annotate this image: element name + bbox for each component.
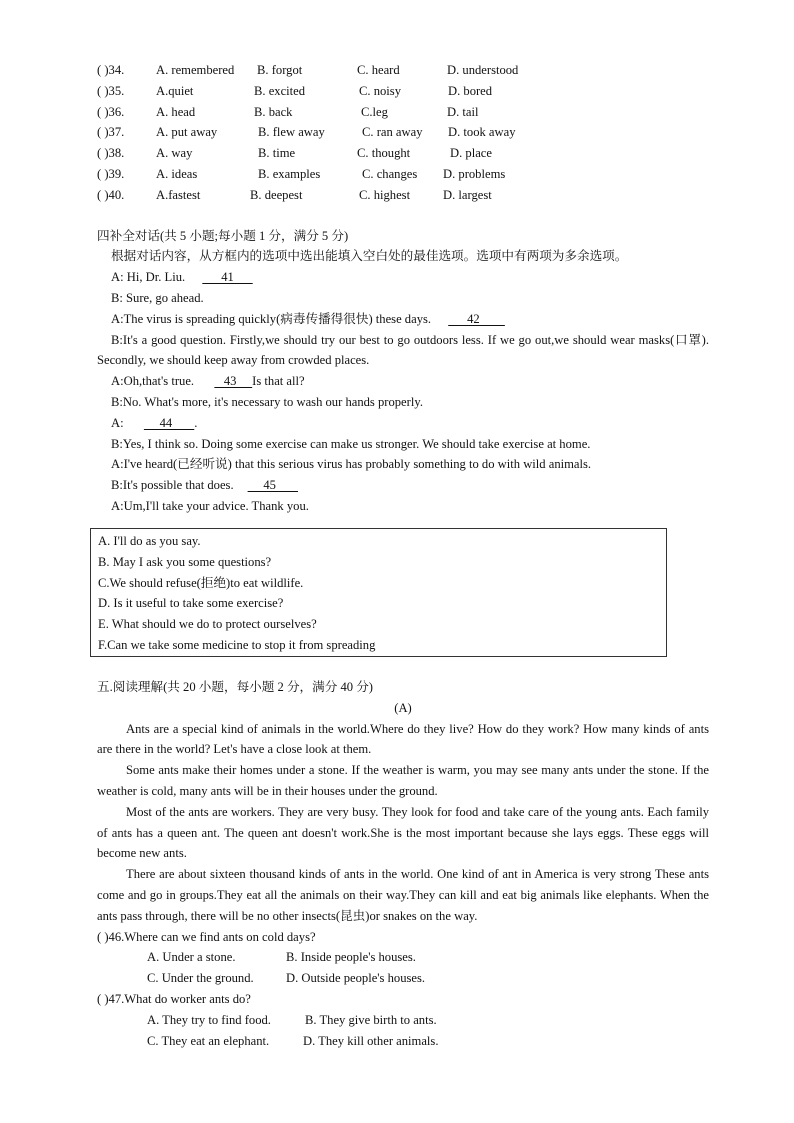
- option-a[interactable]: A. They try to find food.: [147, 1012, 271, 1027]
- dialogue-text: B:It's possible that does.: [111, 478, 234, 493]
- blank-43[interactable]: 43: [214, 374, 253, 389]
- box-option-f[interactable]: F.Can we take some medicine to stop it from spreading: [98, 638, 376, 653]
- option-a[interactable]: A.fastest: [156, 187, 201, 202]
- blank-45[interactable]: 45: [247, 478, 298, 493]
- passage-paragraph: Some ants make their homes under a stone. If the weather is warm, you may see many ants under the stone. If the weather is cold, many ants will be in their houses under the ground.: [97, 763, 709, 799]
- question-number: ( )36.: [97, 104, 125, 119]
- question-number: ( )40.: [97, 187, 125, 202]
- dialogue-line: B:No. What's more, it's necessary to wash our hands properly.: [111, 394, 423, 409]
- question-47-options-1: [97, 1010, 709, 1031]
- option-a[interactable]: A. Under a stone.: [147, 950, 236, 965]
- question-46-options-1: [97, 947, 709, 968]
- dialogue-line: [97, 309, 709, 330]
- option-d[interactable]: D. largest: [443, 187, 492, 202]
- dialogue-line: B:Yes, I think so. Doing some exercise can make us stronger. We should take exercise at home.: [111, 436, 591, 451]
- question-row-39: [97, 164, 709, 185]
- dialogue-line: A:Um,I'll take your advice. Thank you.: [111, 498, 309, 513]
- question-47-options-2: [97, 1031, 709, 1052]
- option-d[interactable]: D. place: [450, 146, 492, 161]
- question-number: ( )37.: [97, 125, 125, 140]
- question-row-37: [97, 122, 709, 143]
- question-47: ( )47.What do worker ants do?: [97, 992, 251, 1007]
- dialogue-text: A: Hi, Dr. Liu.: [111, 270, 189, 285]
- box-option-b[interactable]: B. May I ask you some questions?: [98, 554, 272, 569]
- dialogue-line: A:I've heard(已经听说) that this serious virus has probably something to do with wild animals.: [111, 457, 592, 472]
- question-row-36: [97, 102, 709, 123]
- option-b[interactable]: B. examples: [258, 166, 321, 181]
- option-a[interactable]: A. head: [156, 104, 196, 119]
- option-b[interactable]: B. time: [258, 146, 296, 161]
- dialogue-line: B: Sure, go ahead.: [111, 290, 204, 305]
- option-d[interactable]: D. They kill other animals.: [303, 1033, 439, 1048]
- passage-paragraph: Ants are a special kind of animals in the world.Where do they live? How do they work? How many kinds of ants are there in the world? Let's have a close look at them.: [97, 721, 709, 757]
- option-c[interactable]: C. They eat an elephant.: [147, 1033, 270, 1048]
- section-4-title: 四补全对话(共 5 小题;每小题 1 分，满分 5 分): [97, 228, 349, 243]
- option-c[interactable]: C.leg: [361, 104, 388, 119]
- option-c[interactable]: C. highest: [359, 187, 411, 202]
- option-c[interactable]: C. heard: [357, 63, 400, 77]
- dialogue-line: [97, 475, 709, 496]
- dialogue-line: B:It's a good question. Firstly,we should try our best to go outdoors less. If we go out,we should wear masks(口罩). Secondly, we should keep away from crowded places.: [97, 332, 709, 368]
- dialogue-text: A:: [111, 415, 130, 430]
- question-number: ( )34.: [97, 63, 125, 77]
- cloze-options: [97, 60, 709, 206]
- option-a[interactable]: A. ideas: [156, 166, 198, 181]
- option-d[interactable]: D. understood: [447, 63, 519, 77]
- section-5-title: 五.阅读理解(共 20 小题，每小题 2 分，满分 40 分): [97, 680, 374, 695]
- dialogue-text: Is that all?: [252, 374, 305, 389]
- exam-page: [97, 60, 709, 1051]
- question-number: ( )35.: [97, 83, 125, 98]
- box-option-e[interactable]: E. What should we do to protect ourselves?: [98, 617, 317, 632]
- blank-41[interactable]: 41: [202, 270, 253, 285]
- option-c[interactable]: C. thought: [357, 146, 411, 161]
- question-number: ( )38.: [97, 146, 125, 161]
- box-option-a[interactable]: A. I'll do as you say.: [98, 533, 201, 548]
- dialogue-text: A:Oh,that's true.: [111, 374, 201, 389]
- option-c[interactable]: C. ran away: [362, 125, 423, 140]
- box-option-c[interactable]: C.We should refuse(拒绝)to eat wildlife.: [98, 575, 304, 590]
- option-d[interactable]: D. took away: [448, 125, 516, 140]
- option-b[interactable]: B. excited: [254, 83, 306, 98]
- option-c[interactable]: C. Under the ground.: [147, 971, 254, 986]
- option-b[interactable]: B. They give birth to ants.: [305, 1012, 437, 1027]
- dialogue-line: [97, 371, 709, 392]
- option-d[interactable]: D. Outside people's houses.: [286, 971, 426, 986]
- option-b[interactable]: B. Inside people's houses.: [286, 950, 416, 965]
- question-row-40: [97, 185, 709, 206]
- option-b[interactable]: B. forgot: [257, 63, 303, 77]
- options-box: [90, 528, 667, 657]
- option-a[interactable]: A. remembered: [156, 63, 235, 77]
- blank-42[interactable]: 42: [448, 311, 505, 326]
- option-d[interactable]: D. bored: [448, 83, 493, 98]
- option-d[interactable]: D. tail: [447, 104, 479, 119]
- passage-paragraph: Most of the ants are workers. They are very busy. They look for food and take care of the young ants. Each family of ants has a queen ant. The queen ant doesn't work.She is the most important because she lays eggs. These eggs will become new ants.: [97, 804, 709, 861]
- option-c[interactable]: C. noisy: [359, 83, 401, 98]
- box-option-d[interactable]: D. Is it useful to take some exercise?: [98, 596, 284, 611]
- option-a[interactable]: A. put away: [156, 125, 218, 140]
- option-c[interactable]: C. changes: [362, 166, 418, 181]
- passage-paragraph: There are about sixteen thousand kinds of ants in the world. One kind of ant in America is very strong These ants come and go in groups.They eat all the animals on their way.They can kill and eat big animals like elephants. When the ants pass through, there will be no other insects(昆虫)or snakes on the way.: [97, 867, 709, 923]
- option-b[interactable]: B. flew away: [258, 125, 325, 140]
- dialogue-line: [97, 267, 709, 288]
- option-d[interactable]: D. problems: [443, 166, 506, 181]
- option-a[interactable]: A.quiet: [156, 83, 194, 98]
- question-row-35: [97, 81, 709, 102]
- question-number: ( )39.: [97, 166, 125, 181]
- section-4-instruction: 根据对话内容，从方框内的选项中选出能填入空白处的最佳选项。选项中有两项为多余选项。: [111, 249, 628, 264]
- question-46: ( )46.Where can we find ants on cold days?: [97, 929, 316, 944]
- question-46-options-2: [97, 968, 709, 989]
- option-a[interactable]: A. way: [156, 146, 193, 161]
- blank-44[interactable]: 44: [143, 415, 195, 430]
- option-b[interactable]: B. back: [254, 104, 293, 119]
- question-row-34: [97, 60, 709, 81]
- option-b[interactable]: B. deepest: [250, 187, 303, 202]
- question-row-38: [97, 143, 709, 164]
- dialogue-text: .: [194, 415, 198, 430]
- dialogue-line: [97, 413, 709, 434]
- passage-label: (A): [394, 700, 412, 715]
- dialogue-text: A:The virus is spreading quickly(病毒传播得很快) these days.: [111, 311, 435, 326]
